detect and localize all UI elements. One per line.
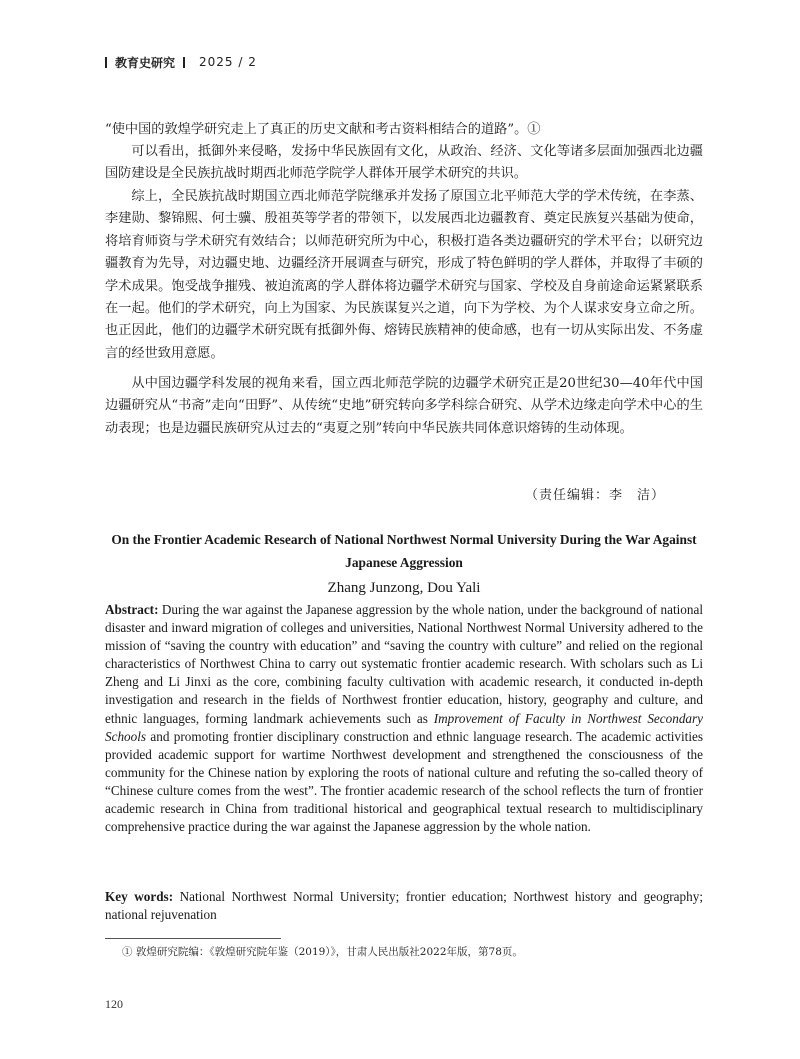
issue-number: 2025 / 2 [199,55,257,69]
header-bar-left [105,57,107,68]
header-bar-right [183,57,185,68]
keywords-text: National Northwest Normal University; frontier education; Northwest history and geography; national rejuvenation [105,889,703,923]
footnote: ① 敦煌研究院编：《敦煌研究院年鉴（2019）》，甘肃人民出版社2022年版，第78页。 [122,946,523,958]
running-header [105,52,257,72]
footnote-divider [105,938,281,939]
english-authors: Zhang Junzong, Dou Yali [327,580,481,596]
keywords-label: Key words: [105,889,174,904]
paragraph-text: “使中国的敦煌学研究走上了真正的历史文献和考古资料相结合的道路”。① [105,122,541,137]
paragraph-text: 从中国边疆学科发展的视角来看，国立西北师范学院的边疆学术研究正是20世纪30—40年代中国边疆研究从“书斋”走向“田野”、从传统“史地”研究转向多学科综合研究、从学术边缘走向学术中心的生动表现；也是边疆民族研究从过去的“夷夏之别”转向中华民族共同体意识熔铸的生动体现。 [105,376,703,436]
paragraph-text: 综上，全民族抗战时期国立西北师范学院继承并发扬了原国立北平师范大学的学术传统，在李蒸、李建勋、黎锦熙、何士骥、殷祖英等学者的带领下，以发展西北边疆教育、奠定民族复兴基础为使命，将培育师资与学术研究有效结合；以师范研究所为中心，积极打造各类边疆研究的学术平台；以研究边疆教育为先导，对边疆史地、边疆经济开展调查与研究，形成了特色鲜明的学人群体，并取得了丰硕的学术成果。饱受战争摧残、被迫流离的学人群体将边疆学术研究与国家、学校及自身前途命运紧紧联系在一起。他们的学术研究，向上为国家、为民族谋复兴之道，向下为学校、为个人谋求安身立命之所。也正因此，他们的边疆学术研究既有抵御外侮、熔铸民族精神的使命感，也有一切从实际出发、不务虚言的经世致用意愿。 [105,189,703,361]
body-paragraph-4 [105,373,703,440]
page-number: 120 [105,997,123,1011]
body-paragraph-2 [105,141,703,186]
abstract-label: Abstract: [105,602,159,617]
paragraph-text: 可以看出，抵御外来侵略，发扬中华民族固有文化，从政治、经济、文化等诸多层面加强西北边疆国防建设是全民族抗战时期西北师范学院学人群体开展学术研究的共识。 [105,144,703,182]
journal-name: 教育史研究 [115,55,176,70]
responsible-editor: （责任编辑：李 洁） [524,488,665,503]
english-title: On the Frontier Academic Research of National Northwest Normal University During the War Against Japanese Aggression [111,532,697,570]
body-paragraph-3 [105,186,703,365]
abstract-italic-title: Improvement of Faculty in Northwest Secondary Schools [105,710,703,744]
body-paragraph-1 [105,119,703,141]
abstract-text-1: During the war against the Japanese aggression by the whole nation, under the background of national disaster and inward migration of colleges and universities, National Northwest Normal University adhered to the mission of “saving the country with education” and “saving the country with culture” and relied on the regional characteristics of Northwest China to carry out systematic frontier academic research. With scholars such as Li Zheng and Li Jinxi as the core, combining faculty cultivation with academic research, it conducted in-depth investigation and research in the fields of Northwest frontier education, history, geography and culture, and ethnic languages, forming landmark achievements such as [105,602,703,726]
english-abstract [105,601,703,836]
english-keywords [105,888,703,924]
abstract-text-2: and promoting frontier disciplinary construction and ethnic language research. The academic activities provided academic support for wartime Northwest development and strengthened the consciousness of the community for the Chinese nation by exploring the roots of national culture and refuting the so-called theory of “Chinese culture comes from the west”. The frontier academic research of the school reflects the turn of frontier academic research in China from traditional historical and geographical textual research to multidisciplinary comprehensive practice during the war against the Japanese aggression by the whole nation. [105,728,703,835]
